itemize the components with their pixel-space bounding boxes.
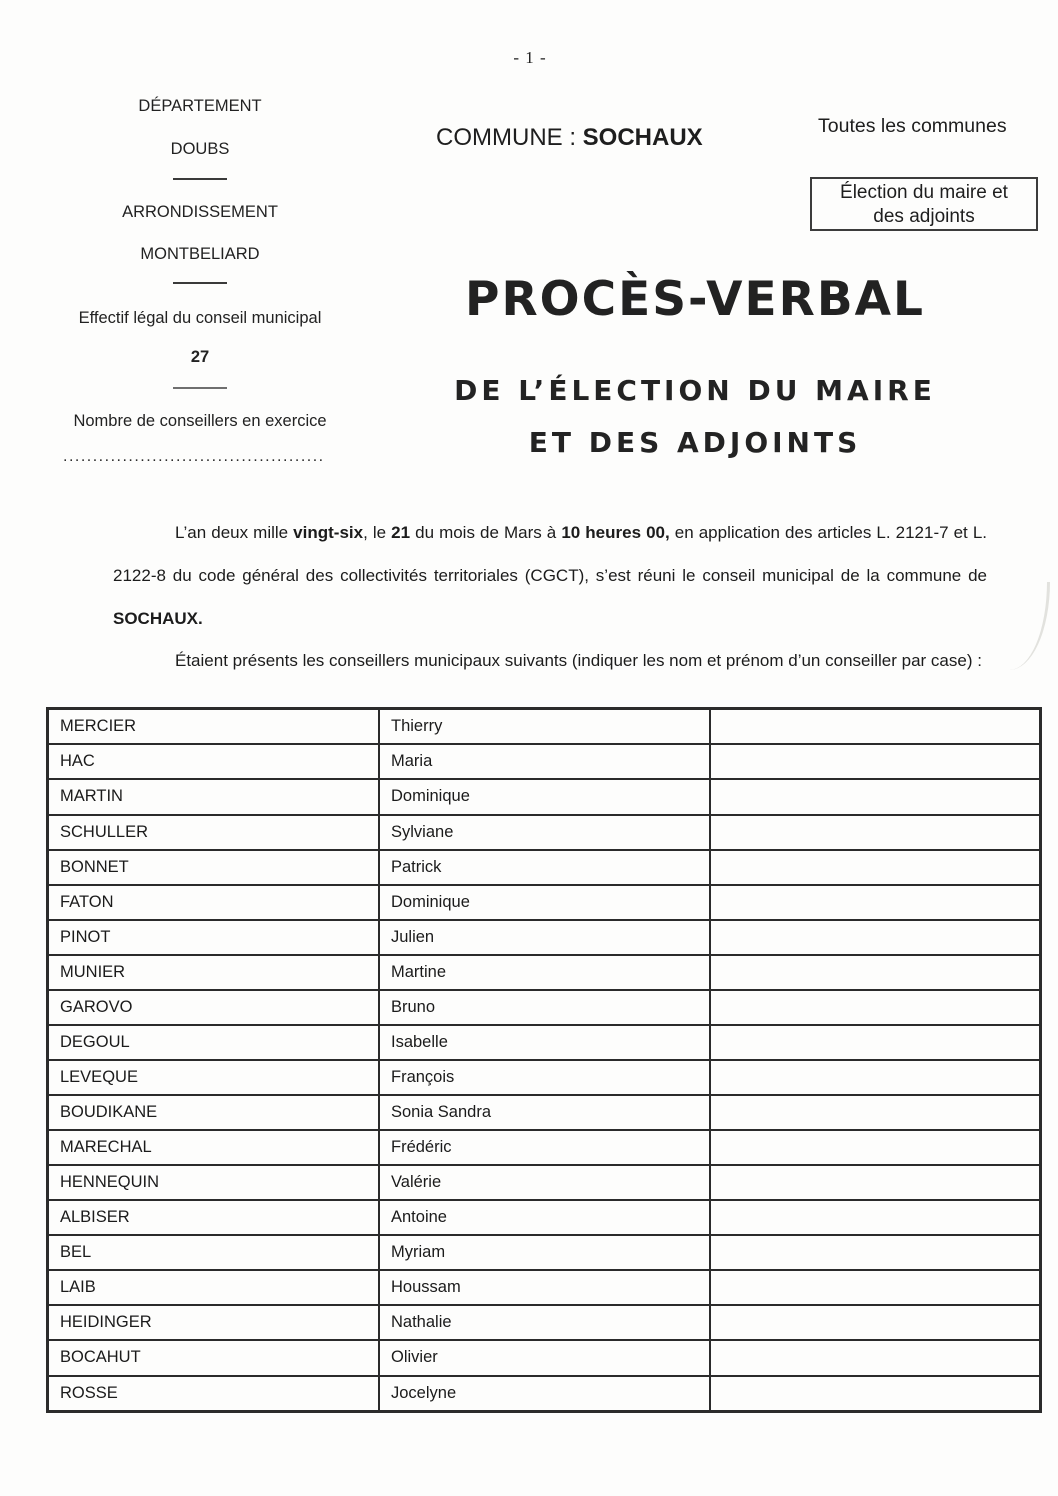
- commune-name: SOCHAUX: [582, 124, 703, 151]
- table-row: [48, 1305, 1041, 1340]
- table-row: [48, 885, 1041, 920]
- empty-cell: [710, 1025, 1041, 1060]
- empty-cell: [710, 1235, 1041, 1270]
- main-title: PROCÈS-VERBAL: [465, 272, 925, 327]
- councillor-last-name: GAROVO: [48, 990, 380, 1025]
- table-row: [48, 1060, 1041, 1095]
- councillor-last-name: MARTIN: [48, 779, 380, 814]
- empty-cell: [710, 1165, 1041, 1200]
- councillor-first-name: Olivier: [379, 1340, 710, 1375]
- councillor-first-name: Isabelle: [379, 1025, 710, 1060]
- empty-cell: [710, 1060, 1041, 1095]
- empty-cell: [710, 744, 1041, 779]
- table-row: [48, 815, 1041, 850]
- councillor-first-name: Bruno: [379, 990, 710, 1025]
- table-row: [48, 920, 1041, 955]
- table-row: [48, 1235, 1041, 1270]
- effectif-legal-label: Effectif légal du conseil municipal: [78, 309, 322, 327]
- intro-paragraph: L’an deux mille vingt-six, le 21 du mois de Mars à 10 heures 00, en application des articles L. 2121-7 et L. 2122-8 du code général des collectivités territoriales (CGCT), s’est réuni le conseil municipal de la commune de SOCHAUX.: [113, 523, 988, 628]
- councillor-first-name: Julien: [379, 920, 710, 955]
- commune-label: COMMUNE :: [436, 124, 576, 151]
- councillor-last-name: DEGOUL: [48, 1025, 380, 1060]
- council-members-table: [46, 707, 1042, 1413]
- councillor-last-name: FATON: [48, 885, 380, 920]
- separator-rule: [173, 387, 227, 389]
- scan-artifact: [1005, 582, 1050, 670]
- empty-cell: [710, 1130, 1041, 1165]
- election-box-line2: des adjoints: [873, 206, 975, 227]
- left-header-column: [55, 0, 345, 500]
- departement-value: DOUBS: [170, 140, 230, 158]
- councillor-last-name: LAIB: [48, 1270, 380, 1305]
- separator-rule: [173, 282, 227, 284]
- table-row: [48, 850, 1041, 885]
- page-number: - 1 -: [513, 48, 547, 67]
- table-row: [48, 779, 1041, 814]
- commune-heading: [436, 124, 703, 152]
- table-row: [48, 990, 1041, 1025]
- effectif-legal-value: 27: [190, 348, 210, 366]
- councillor-first-name: Jocelyne: [379, 1376, 710, 1412]
- departement-label: DÉPARTEMENT: [138, 97, 262, 115]
- councillor-first-name: Houssam: [379, 1270, 710, 1305]
- table-row: [48, 1200, 1041, 1235]
- dotted-fill-line: ............................................: [63, 448, 325, 465]
- councillor-first-name: Antoine: [379, 1200, 710, 1235]
- table-row: [48, 1270, 1041, 1305]
- councillor-last-name: LEVEQUE: [48, 1060, 380, 1095]
- table-row: [48, 1025, 1041, 1060]
- empty-cell: [710, 709, 1041, 745]
- councillor-first-name: Myriam: [379, 1235, 710, 1270]
- empty-cell: [710, 779, 1041, 814]
- table-row: [48, 1130, 1041, 1165]
- councillor-first-name: Frédéric: [379, 1130, 710, 1165]
- subtitle-line2: ET DES ADJOINTS: [528, 426, 862, 459]
- councillor-last-name: HAC: [48, 744, 380, 779]
- election-box-line1: Élection du maire et: [840, 182, 1008, 203]
- councillor-first-name: Nathalie: [379, 1305, 710, 1340]
- conseillers-exercice-label: Nombre de conseillers en exercice: [73, 412, 327, 430]
- councillor-last-name: ALBISER: [48, 1200, 380, 1235]
- table-row: [48, 1340, 1041, 1375]
- councillor-first-name: Dominique: [379, 885, 710, 920]
- councillor-first-name: François: [379, 1060, 710, 1095]
- councillor-first-name: Maria: [379, 744, 710, 779]
- empty-cell: [710, 1340, 1041, 1375]
- councillor-last-name: MERCIER: [48, 709, 380, 745]
- election-type-box: [810, 177, 1038, 231]
- councillor-last-name: BEL: [48, 1235, 380, 1270]
- council-table-body: [48, 709, 1041, 1412]
- councillor-last-name: BONNET: [48, 850, 380, 885]
- councillor-first-name: Sylviane: [379, 815, 710, 850]
- table-row: [48, 744, 1041, 779]
- councillor-last-name: ROSSE: [48, 1376, 380, 1412]
- arrondissement-label: ARRONDISSEMENT: [122, 203, 278, 221]
- empty-cell: [710, 1376, 1041, 1412]
- arrondissement-value: MONTBELIARD: [140, 245, 260, 263]
- table-row: [48, 709, 1041, 745]
- toutes-les-communes-note: Toutes les communes: [818, 115, 1007, 137]
- councillor-last-name: SCHULLER: [48, 815, 380, 850]
- empty-cell: [710, 1305, 1041, 1340]
- empty-cell: [710, 885, 1041, 920]
- councillor-last-name: HEIDINGER: [48, 1305, 380, 1340]
- councillor-first-name: Thierry: [379, 709, 710, 745]
- councillor-first-name: Patrick: [379, 850, 710, 885]
- empty-cell: [710, 955, 1041, 990]
- table-row: [48, 1095, 1041, 1130]
- councillor-last-name: BOCAHUT: [48, 1340, 380, 1375]
- empty-cell: [710, 1270, 1041, 1305]
- councillor-last-name: PINOT: [48, 920, 380, 955]
- table-row: [48, 1165, 1041, 1200]
- empty-cell: [710, 920, 1041, 955]
- table-row: [48, 1376, 1041, 1412]
- empty-cell: [710, 1095, 1041, 1130]
- councillor-last-name: HENNEQUIN: [48, 1165, 380, 1200]
- table-row: [48, 955, 1041, 990]
- councillor-first-name: Martine: [379, 955, 710, 990]
- subtitle-line1: DE L’ÉLECTION DU MAIRE: [454, 374, 936, 407]
- councillor-last-name: MUNIER: [48, 955, 380, 990]
- councillor-first-name: Sonia Sandra: [379, 1095, 710, 1130]
- councillor-last-name: MARECHAL: [48, 1130, 380, 1165]
- empty-cell: [710, 990, 1041, 1025]
- councillor-first-name: Dominique: [379, 779, 710, 814]
- councillor-last-name: BOUDIKANE: [48, 1095, 380, 1130]
- empty-cell: [710, 1200, 1041, 1235]
- empty-cell: [710, 850, 1041, 885]
- councillor-first-name: Valérie: [379, 1165, 710, 1200]
- present-councillors-paragraph: Étaient présents les conseillers municipaux suivants (indiquer les nom et prénom d’un conseiller par case) :: [175, 651, 982, 670]
- separator-rule: [173, 178, 227, 180]
- empty-cell: [710, 815, 1041, 850]
